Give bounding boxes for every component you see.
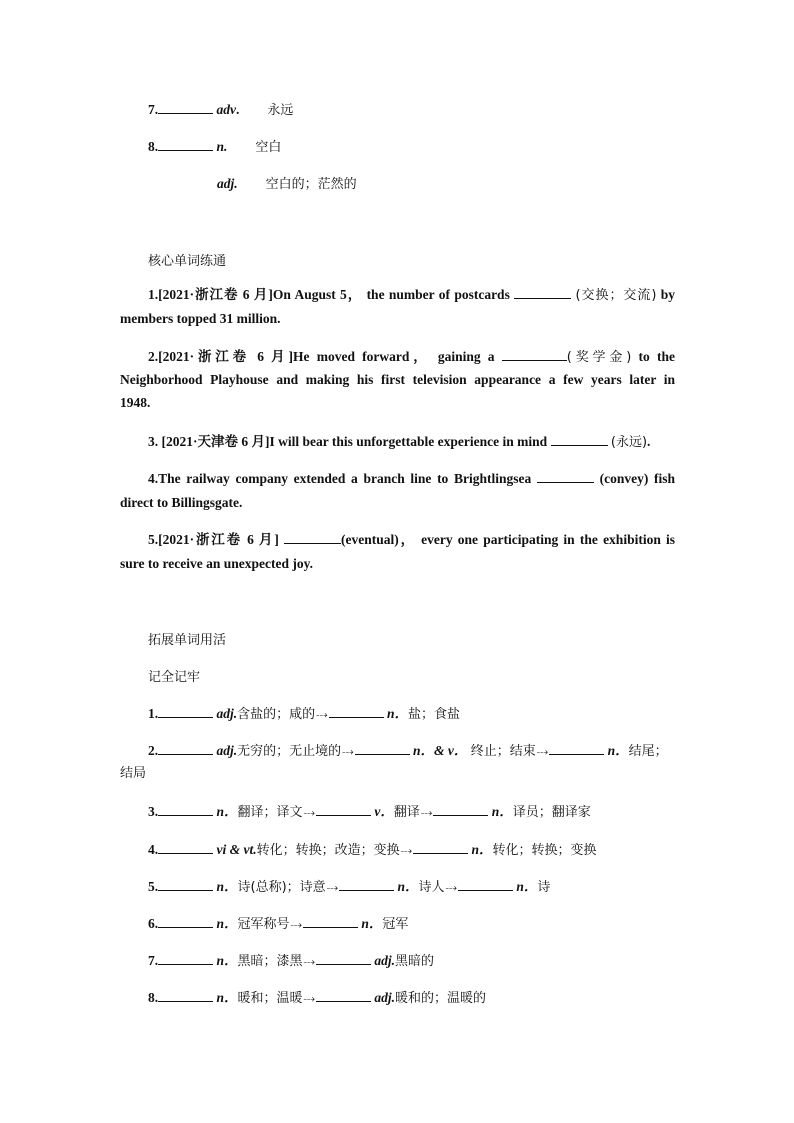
vocab-item-7	[148, 100, 293, 120]
right-arrow-icon: ⤏	[290, 918, 302, 931]
answer-blank[interactable]	[537, 469, 594, 483]
answer-blank[interactable]	[284, 530, 341, 544]
core-question-4: 4.The railway company extended a branch line to Brightlingsea (convey) fish	[148, 471, 676, 486]
meaning: 空白的；茫然的	[265, 177, 357, 192]
meaning: 空白	[255, 140, 282, 155]
answer-blank[interactable]	[158, 137, 213, 151]
right-arrow-icon: ⤏	[303, 955, 315, 968]
extend-word-2-line2: 结局	[120, 766, 147, 781]
answer-blank[interactable]	[502, 347, 567, 361]
core-question-4-line2: direct to Billingsgate.	[120, 495, 243, 510]
extend-word-8: 8. n．暖和；温暖⤏ adj.暖和的；温暖的	[148, 990, 487, 1006]
answer-blank[interactable]	[514, 285, 571, 299]
item-number: 8.	[148, 139, 159, 154]
extend-word-2: 2. adj.无穷的；无止境的⤏ n．& v． 终止；结束⤏ n．结尾；	[148, 743, 668, 759]
extend-word-1: 1. adj.含盐的；咸的⤏ n．盐；食盐	[148, 706, 461, 722]
extend-word-3: 3. n．翻译；译文⤏ v．翻译⤏ n．译员；翻译家	[148, 804, 591, 820]
extend-word-4: 4. vi & vt.转化；转换；改造；变换⤏ n．转化；转换；变换	[148, 842, 597, 858]
vocab-item-8-adj	[217, 175, 357, 194]
part-of-speech: adv	[216, 102, 236, 117]
right-arrow-icon: ⤏	[400, 844, 413, 857]
extend-word-5: 5. n．诗(总称)；诗意⤏ n．诗人⤏ n．诗	[148, 879, 551, 895]
right-arrow-icon: ⤏	[342, 745, 354, 758]
core-question-5: 5.[2021·浙江卷 6 月] (eventual)， every one participating in the exhibition is	[148, 532, 676, 547]
core-question-2-line3: 1948.	[120, 395, 151, 410]
answer-blank[interactable]	[458, 877, 513, 891]
answer-blank[interactable]	[551, 432, 608, 446]
answer-blank[interactable]	[433, 802, 488, 816]
answer-blank[interactable]	[158, 704, 213, 718]
answer-blank[interactable]	[158, 914, 213, 928]
answer-blank[interactable]	[549, 741, 604, 755]
core-question-1: 1.[2021·浙江卷 6 月]On August 5， the number of postcards (交换；交流) by	[148, 287, 676, 303]
answer-blank[interactable]	[316, 802, 371, 816]
answer-blank[interactable]	[329, 704, 384, 718]
right-arrow-icon: ⤏	[303, 992, 315, 1005]
vocab-item-8	[148, 137, 281, 157]
right-arrow-icon: ⤏	[326, 881, 339, 894]
core-question-2-line2: Neighborhood Playhouse and making his first television appearance a few years later in	[120, 372, 675, 387]
answer-blank[interactable]	[158, 100, 213, 114]
extend-word-7: 7. n．黑暗；漆黑⤏ adj.黑暗的	[148, 953, 435, 969]
right-arrow-icon: ⤏	[303, 806, 315, 819]
part-of-speech: adj.	[217, 176, 238, 191]
meaning: 永远	[267, 103, 294, 118]
core-question-1-line2: members topped 31 million.	[120, 311, 281, 326]
answer-blank[interactable]	[413, 840, 468, 854]
answer-blank[interactable]	[355, 741, 410, 755]
answer-blank[interactable]	[158, 741, 213, 755]
core-question-2: 2.[2021·浙江卷 6 月]He moved forward， gaining a (奖学金) to the	[148, 349, 675, 365]
core-question-3: 3. [2021·天津卷 6 月]I will bear this unforgettable experience in mind (永远).	[148, 434, 651, 450]
answer-blank[interactable]	[303, 914, 358, 928]
answer-blank[interactable]	[158, 877, 213, 891]
answer-blank[interactable]	[158, 840, 213, 854]
right-arrow-icon: ⤏	[536, 745, 549, 758]
answer-blank[interactable]	[158, 802, 213, 816]
right-arrow-icon: ⤏	[445, 881, 457, 894]
answer-blank[interactable]	[158, 988, 213, 1002]
section-heading-extend: 拓展单词用活	[148, 633, 227, 648]
item-number: 7.	[148, 102, 159, 117]
answer-blank[interactable]	[316, 951, 371, 965]
part-of-speech: n.	[216, 139, 228, 154]
section-subheading: 记全记牢	[148, 670, 201, 685]
answer-blank[interactable]	[339, 877, 394, 891]
right-arrow-icon: ⤏	[316, 708, 328, 721]
answer-blank[interactable]	[158, 951, 213, 965]
right-arrow-icon: ⤏	[420, 806, 433, 819]
pos-dot: .	[236, 102, 240, 117]
answer-blank[interactable]	[316, 988, 371, 1002]
section-heading-core: 核心单词练通	[148, 254, 227, 269]
extend-word-6: 6. n．冠军称号⤏ n．冠军	[148, 916, 409, 932]
core-question-5-line2: sure to receive an unexpected joy.	[120, 556, 313, 571]
